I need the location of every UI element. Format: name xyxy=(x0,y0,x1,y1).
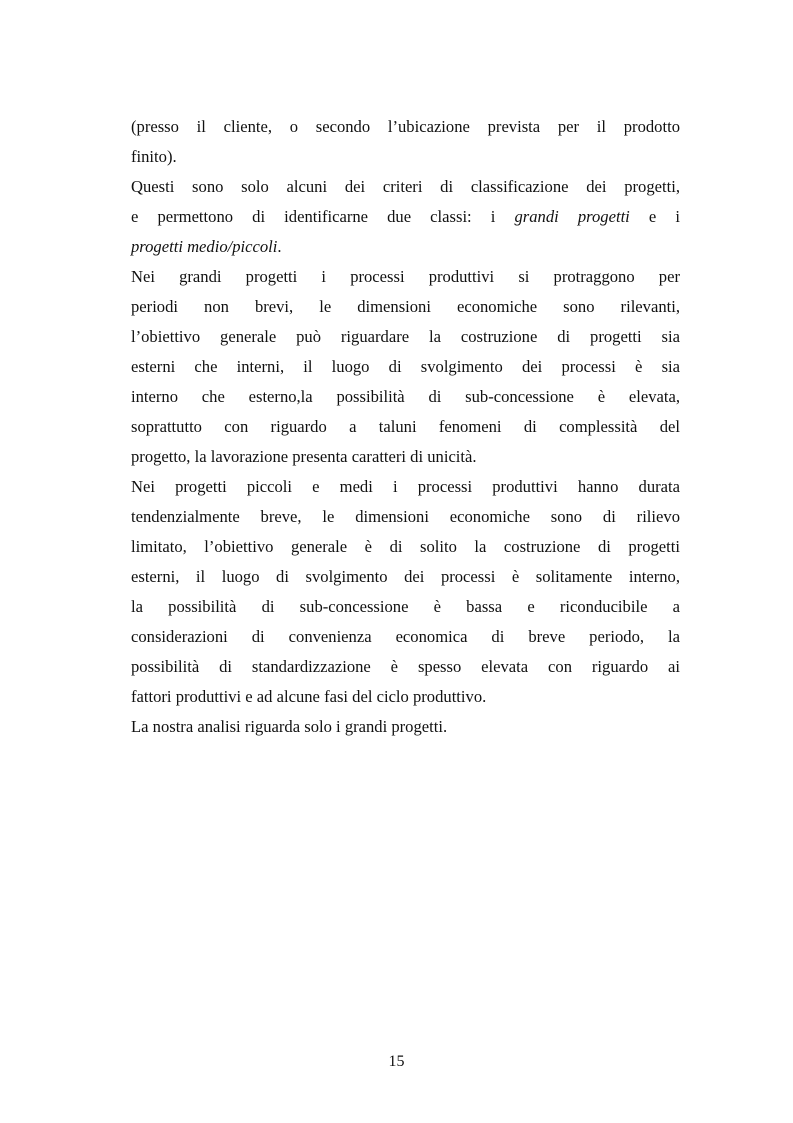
paragraph-2 xyxy=(131,172,680,262)
text-line: tendenzialmente breve, le dimensioni economiche sono di rilievo xyxy=(131,507,680,526)
text-line: progetto, la lavorazione presenta caratteri di unicità. xyxy=(131,447,477,466)
text-line: finito). xyxy=(131,147,177,166)
text-line: possibilità di standardizzazione è spesso elevata con riguardo ai xyxy=(131,657,680,676)
text-line: (presso il cliente, o secondo l’ubicazione prevista per il prodotto xyxy=(131,117,680,136)
paragraph-1 xyxy=(131,112,680,172)
text-line: La nostra analisi riguarda solo i grandi progetti. xyxy=(131,717,448,736)
paragraph-4 xyxy=(131,472,680,712)
text-line: soprattutto con riguardo a taluni fenomeni di complessità del xyxy=(131,417,680,436)
emphasis-grandi-progetti: grandi progetti xyxy=(514,207,630,226)
text-line: limitato, l’obiettivo generale è di solito la costruzione di progetti xyxy=(131,537,680,556)
text-line-mixed xyxy=(131,232,680,262)
paragraph-5 xyxy=(131,712,680,742)
emphasis-progetti-medio-piccoli: progetti medio/piccoli xyxy=(131,237,278,256)
text-line: l’obiettivo generale può riguardare la costruzione di progetti sia xyxy=(131,327,680,346)
text-line: interno che esterno,la possibilità di sub-concessione è elevata, xyxy=(131,387,680,406)
text-line: la possibilità di sub-concessione è bassa e riconducibile a xyxy=(131,597,680,616)
paragraph-3 xyxy=(131,262,680,472)
text-line: esterni, il luogo di svolgimento dei processi è solitamente interno, xyxy=(131,567,680,586)
text-run: e i xyxy=(629,207,680,226)
text-line: considerazioni di convenienza economica di breve periodo, la xyxy=(131,627,680,646)
text-line: esterni che interni, il luogo di svolgimento dei processi è sia xyxy=(131,357,680,376)
page-number: 15 xyxy=(388,1053,405,1070)
text-line: Nei grandi progetti i processi produttivi si protraggono per xyxy=(131,267,680,286)
text-run: e permettono di identificarne due classi: i xyxy=(131,207,515,226)
text-line: Nei progetti piccoli e medi i processi produttivi hanno durata xyxy=(131,477,680,496)
text-line: periodi non brevi, le dimensioni economiche sono rilevanti, xyxy=(131,297,680,316)
body-text xyxy=(131,112,680,742)
text-line-mixed xyxy=(131,202,680,232)
text-run: . xyxy=(277,237,282,256)
text-line: fattori produttivi e ad alcune fasi del ciclo produttivo. xyxy=(131,687,487,706)
text-line: Questi sono solo alcuni dei criteri di classificazione dei progetti, xyxy=(131,177,680,196)
